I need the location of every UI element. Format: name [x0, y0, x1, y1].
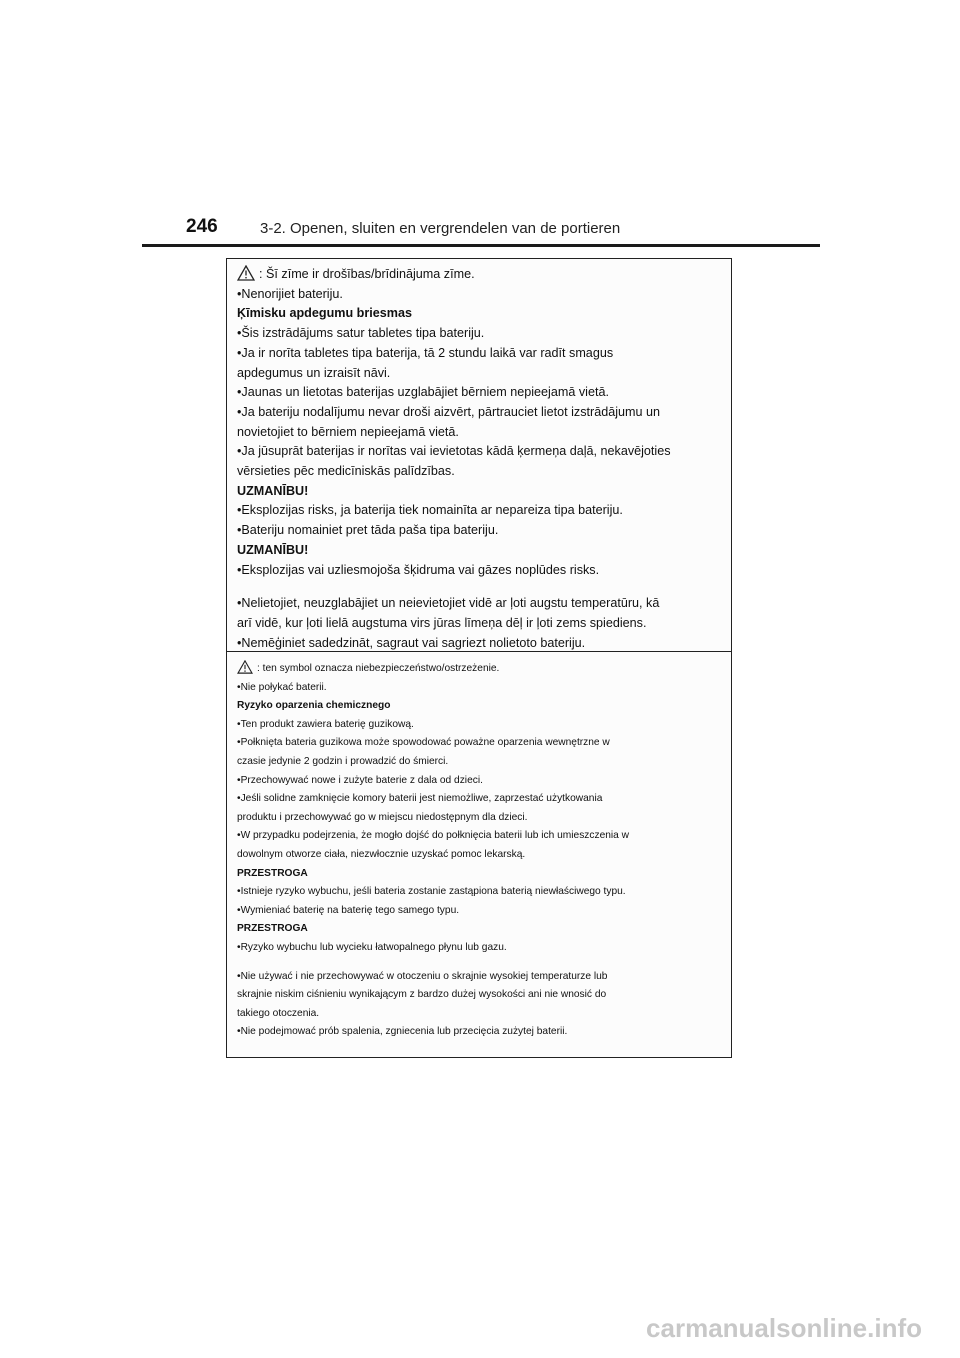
text-line: •Jaunas un lietotas baterijas uzglabājiet bērniem nepieejamā vietā. [237, 385, 609, 400]
text-line: skrajnie niskim ciśnieniu wynikającym z bardzo dużej wysokości ani nie wnosić do [237, 989, 607, 1001]
section-heading: UZMANĪBU! [237, 542, 309, 557]
warning-symbol-line [237, 660, 721, 679]
text-line: •Przechowywać nowe i zużyte baterie z dala od dzieci. [237, 774, 483, 786]
text-line: •Połknięta bateria guzikowa może spowodować poważne oparzenia wewnętrzne w [237, 737, 610, 749]
section-heading: Ķīmisku apdegumu briesmas [237, 306, 412, 321]
text-line: •Ten produkt zawiera baterię guzikową. [237, 718, 414, 730]
polish-warning-panel [227, 651, 731, 1057]
text-line: •Nenorijiet bateriju. [237, 286, 343, 301]
warning-symbol-text: : ten symbol oznacza niebezpieczeństwo/ostrzeżenie. [257, 663, 500, 674]
text-line: •Nelietojiet, neuzglabājiet un neievietojiet vidē ar ļoti augstu temperatūru, kā [237, 596, 660, 611]
warning-triangle-icon [237, 265, 255, 281]
text-line: •W przypadku podejrzenia, że mogło dojść do połknięcia baterii lub ich umieszczenia w [237, 830, 630, 842]
text-line: dowolnym otworze ciała, niezwłocznie uzyskać pomoc lekarską. [237, 848, 526, 860]
text-line: czasie jedynie 2 godzin i prowadzić do śmierci. [237, 755, 449, 767]
section-heading: UZMANĪBU! [237, 483, 309, 498]
text-line: takiego otoczenia. [237, 1007, 320, 1019]
warning-symbol-text: : Šī zīme ir drošības/brīdinājuma zīme. [259, 267, 475, 281]
scanned-label-box [226, 258, 732, 1058]
text-line: •Nie używać i nie przechowywać w otoczeniu o skrajnie wysokiej temperaturze lub [237, 970, 608, 982]
text-line: •Ja jūsuprāt baterijas ir norītas vai ievietotas kādā ķermeņa daļā, nekavējoties [237, 444, 671, 459]
text-line: •Ryzyko wybuchu lub wycieku łatwopalnego płynu lub gazu. [237, 941, 507, 953]
section-heading: Ryzyko oparzenia chemicznego [237, 700, 391, 712]
text-line: •Nie połykać baterii. [237, 681, 327, 693]
text-line: apdegumus un izraisīt nāvi. [237, 365, 391, 380]
section-heading: PRZESTROGA [237, 867, 308, 879]
text-line: novietojiet to bērniem nepieejamā vietā. [237, 424, 459, 439]
latvian-warning-panel [227, 259, 731, 651]
text-line: •Istnieje ryzyko wybuchu, jeśli bateria zostanie zastąpiona baterią niewłaściwego typu. [237, 886, 626, 898]
paragraph-gap [237, 958, 721, 968]
text-line: vērsieties pēc medicīniskās palīdzības. [237, 464, 455, 479]
text-line: •Wymieniać baterię na baterię tego samego typu. [237, 904, 460, 916]
section-heading: PRZESTROGA [237, 923, 308, 935]
text-line: •Bateriju nomainiet pret tāda paša tipa bateriju. [237, 523, 499, 538]
text-line: •Nemēģiniet sadedzināt, sagraut vai sagriezt nolietoto bateriju. [237, 635, 586, 650]
text-line: •Eksplozijas risks, ja baterija tiek nomainīta ar nepareiza tipa bateriju. [237, 503, 623, 518]
header-rule [142, 244, 820, 247]
text-line: •Ja bateriju nodalījumu nevar droši aizvērt, pārtrauciet lietot izstrādājumu un [237, 404, 661, 419]
watermark-text: carmanualsonline.info [646, 1313, 922, 1343]
text-line: •Ja ir norīta tabletes tipa baterija, tā 2 stundu laikā var radīt smagus [237, 345, 614, 360]
page-number: 246 [186, 216, 218, 237]
text-line: •Šis izstrādājums satur tabletes tipa bateriju. [237, 326, 485, 341]
text-line: •Nie podejmować prób spalenia, zgniecenia lub przecięcia zużytej baterii. [237, 1026, 568, 1038]
text-line: •Jeśli solidne zamknięcie komory baterii jest niemożliwe, zaprzestać użytkowania [237, 793, 603, 805]
warning-triangle-icon [237, 660, 253, 674]
paragraph-gap [237, 580, 721, 594]
section-title: 3-2. Openen, sluiten en vergrendelen van de portieren [260, 220, 621, 237]
warning-symbol-line [237, 265, 721, 285]
text-line: •Eksplozijas vai uzliesmojoša šķidruma vai gāzes noplūdes risks. [237, 562, 600, 577]
text-line: produktu i przechowywać go w miejscu niedostępnym dla dzieci. [237, 811, 528, 823]
text-line: arī vidē, kur ļoti lielā augstuma virs jūras līmeņa dēļ ir ļoti zems spiediens. [237, 615, 647, 630]
